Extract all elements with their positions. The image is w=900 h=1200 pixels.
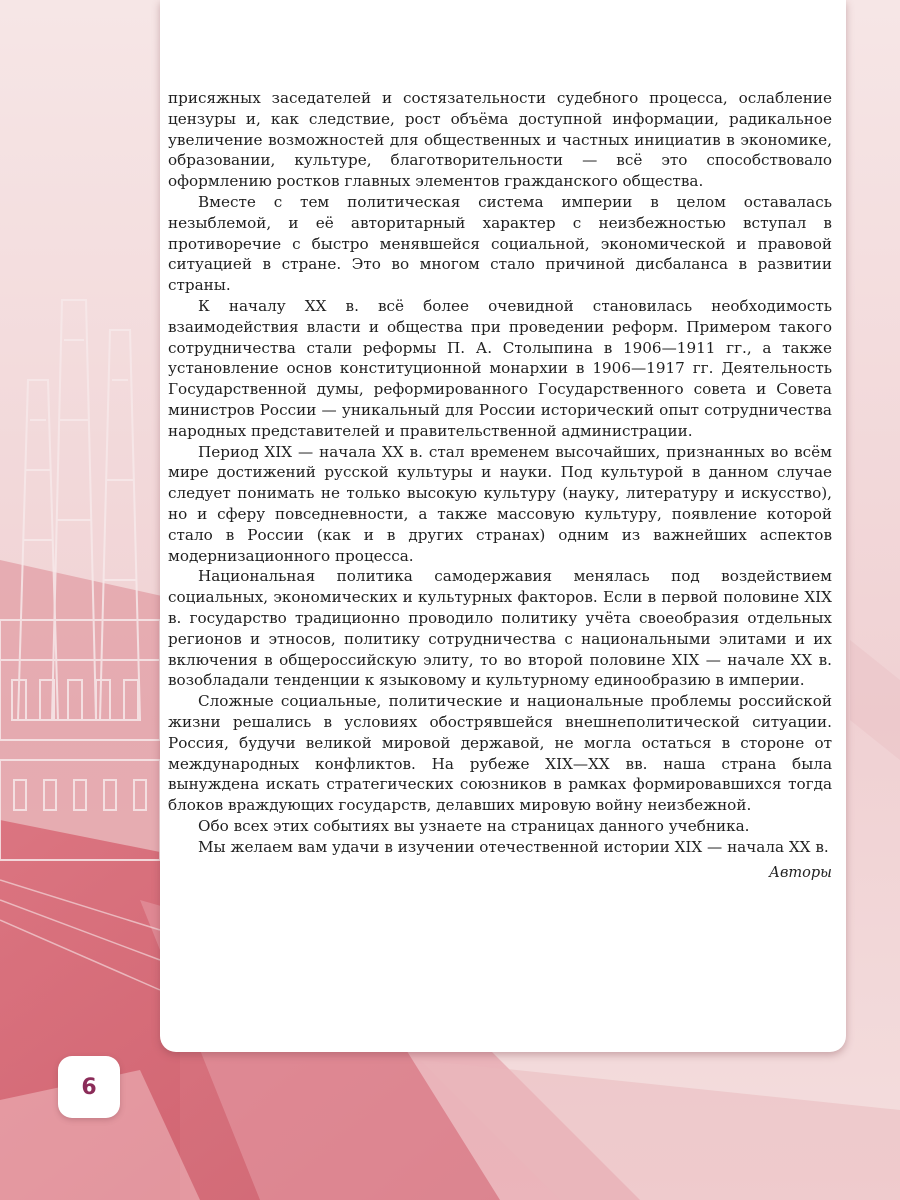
paragraph: Сложные социальные, политические и национальные проблемы российской жизни решались в условиях обострявшейся внешнеполитической ситуации. Россия, будучи великой мировой державой, не могла остаться в стороне от международных конфликтов. На рубеже XIX—XX вв. наша страна была вынуждена искать стратегических союзников в рамках формировавшихся тогда блоков враждующих государств, делавших мировую войну неизбежной. bbox=[168, 692, 832, 815]
page-text bbox=[168, 88, 832, 884]
paragraph: Обо всех этих событиях вы узнаете на страницах данного учебника. bbox=[198, 816, 750, 835]
page-number: 6 bbox=[58, 1056, 120, 1118]
paragraph: Вместе с тем политическая система империи в целом оставалась незыблемой, и её авторитарный характер с неизбежностью вступал в противоречие с быстро менявшейся социальной, экономической и правовой ситуацией в стране. Это во многом стало причиной дисбаланса в развитии страны. bbox=[168, 192, 832, 295]
paragraph: Национальная политика самодержавия менялась под воздействием социальных, экономических и культурных факторов. Если в первой половине XIX в. государство традиционно проводило политику учёта своеобразия отдельных регионов и этносов, политику сотрудничества с национальными элитами и их включения в общероссийскую элиту, то во второй половине XIX — начале XX в. возобладали тенденции к языковому и культурному единообразию в империи. bbox=[168, 567, 832, 690]
paragraph: Мы желаем вам удачи в изучении отечественной истории XIX — начала XX в. bbox=[198, 837, 829, 856]
paragraph: К началу XX в. всё более очевидной становилась необходимость взаимодействия власти и общества при проведении реформ. Примером такого сотрудничества стали реформы П. А. Столыпина в 1906—1911 гг., а также установление основ конституционной монархии в 1906—1917 гг. Деятельность Государственной думы, реформированного Государственного совета и Совета министров России — уникальный для России исторический опыт сотрудничества народных представителей и правительственной администрации. bbox=[168, 296, 832, 440]
authors-signature: Авторы bbox=[769, 865, 832, 882]
paragraph: Период XIX — начала XX в. стал временем высочайших, признанных во всём мире достижений русской культуры и науки. Под культурой в данном случае следует понимать не только высокую культуру (науку, литературу и искусство), но и сферу повседневности, а также массовую культуру, появление которой стало в России (как и в других странах) одним из важнейших аспектов модернизационного процесса. bbox=[168, 442, 832, 565]
paragraph: присяжных заседателей и состязательности судебного процесса, ослабление цензуры и, как следствие, рост объёма доступной информации, радикальное увеличение возможностей для общественных и частных инициатив в экономике, образовании, культуре, благотворительности — всё это способствовало оформлению ростков главных элементов гражданского общества. bbox=[168, 89, 832, 191]
